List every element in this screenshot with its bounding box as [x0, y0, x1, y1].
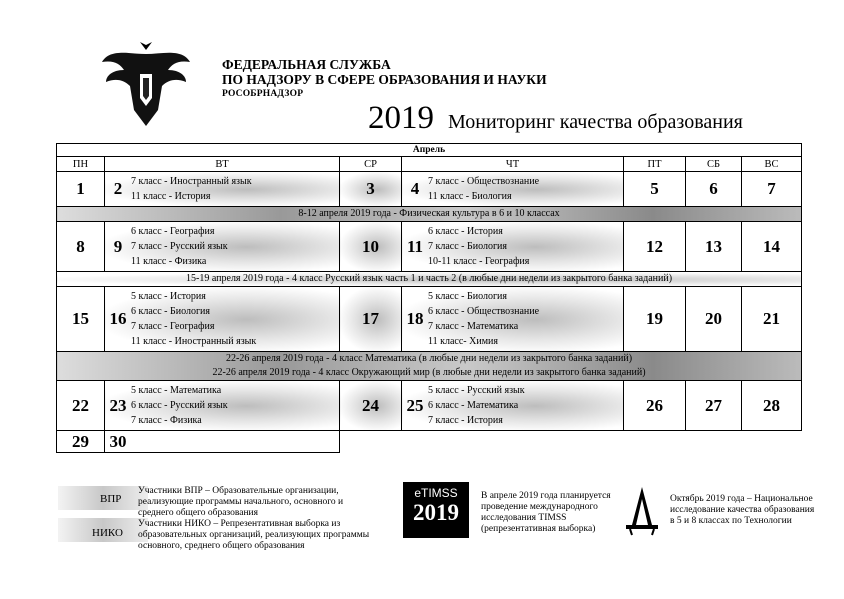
day-cell: 26	[624, 381, 686, 431]
page-title	[368, 100, 743, 137]
tower-icon	[622, 485, 662, 537]
day-cell: 8	[57, 222, 105, 272]
test-item: 6 класс - История	[428, 226, 503, 237]
test-item: 6 класс - Математика	[428, 400, 519, 411]
day-number: 23	[109, 395, 127, 415]
org-name	[222, 57, 547, 102]
test-item: 5 класс - Математика	[131, 385, 222, 396]
niko-label: НИКО	[92, 527, 123, 539]
test-item: 11 класс - Иностранный язык	[131, 336, 257, 347]
test-item: 6 класс - Русский язык	[131, 400, 228, 411]
day-cell: 22	[57, 381, 105, 431]
day-cell-with-tests	[105, 222, 340, 272]
day-number: 18	[406, 309, 424, 328]
weekday-row	[57, 157, 802, 172]
day-cell-with-tests	[402, 287, 624, 352]
day-cell: 13	[686, 222, 742, 272]
day-number: 9	[113, 236, 123, 256]
test-item: 7 класс - Обществознание	[428, 176, 540, 187]
weekday-mon: ПН	[57, 157, 105, 172]
period-band: 15-19 апреля 2019 года - 4 класс Русский язык часть 1 и часть 2 (в любые дни недели из закрытого банка заданий)	[57, 272, 802, 287]
month-header: Апрель	[57, 144, 802, 157]
test-item: 7 класс - Математика	[428, 321, 519, 332]
timss-logo-text: eTIMSS	[414, 486, 458, 500]
timss-logo	[403, 482, 469, 538]
period-band-line: 22-26 апреля 2019 года - 4 класс Математика (в любые дни недели из закрытого банка заданий)	[226, 353, 633, 364]
test-item: 10-11 класс - География	[428, 256, 530, 267]
weekday-thu: ЧТ	[402, 157, 624, 172]
day-cell-with-tests	[105, 381, 340, 431]
weekday-fri: ПТ	[624, 157, 686, 172]
calendar-table	[56, 143, 802, 453]
week-row	[57, 287, 802, 352]
day-number: 16	[109, 309, 127, 328]
weekday-sun: ВС	[742, 157, 802, 172]
test-item: 5 класс - Биология	[428, 291, 507, 302]
period-band: 8-12 апреля 2019 года - Физическая культура в 6 и 10 классах	[57, 207, 802, 222]
test-item: 5 класс - История	[131, 291, 206, 302]
day-cell: 19	[624, 287, 686, 352]
test-item: 11 класс - Биология	[428, 191, 512, 202]
timss-note: В апреле 2019 года планируется проведение международного исследования TIMSS (репрезентативная выборка)	[481, 491, 611, 534]
test-item: 6 класс - Обществознание	[428, 306, 540, 317]
day-cell: 17	[340, 287, 402, 352]
day-cell-with-tests	[402, 381, 624, 431]
day-number: 4	[410, 179, 420, 198]
day-number: 2	[113, 179, 123, 198]
day-cell: 29	[57, 431, 105, 453]
test-item: 7 класс - География	[131, 321, 215, 332]
day-cell: 28	[742, 381, 802, 431]
test-item: 7 класс - Физика	[131, 415, 202, 426]
niko-text: Участники НИКО – Репрезентативная выборка из образовательных организаций, реализующих программы основного, среднего общего образования	[138, 519, 370, 551]
vpr-text: Участники ВПР – Образовательные организации, реализующие программы начального, основного и среднего общего образования	[138, 486, 344, 518]
org-short-name: РОСОБРНАДЗОР	[222, 89, 304, 99]
day-number: 25	[406, 395, 424, 415]
day-cell: 20	[686, 287, 742, 352]
day-cell: 21	[742, 287, 802, 352]
day-cell	[105, 431, 340, 453]
period-band	[57, 352, 802, 381]
title-text: Мониторинг качества образования	[448, 111, 743, 133]
week-row	[57, 381, 802, 431]
day-cell: 6	[686, 172, 742, 207]
tech-note: Октябрь 2019 года – Национальное исследование качества образования в 5 и 8 классах по Технологии	[670, 494, 815, 526]
day-cell: 12	[624, 222, 686, 272]
test-item: 11 класс - История	[131, 191, 211, 202]
test-item: 6 класс - География	[131, 226, 215, 237]
day-cell-with-tests	[402, 222, 624, 272]
day-cell-with-tests	[105, 287, 340, 352]
weekday-sat: СБ	[686, 157, 742, 172]
test-item: 7 класс - Биология	[428, 241, 507, 252]
day-cell: 24	[340, 381, 402, 431]
test-item: 11 класс - Физика	[131, 256, 207, 267]
period-band-line: 22-26 апреля 2019 года - 4 класс Окружающий мир (в любые дни недели из закрытого банка заданий)	[212, 367, 646, 378]
day-cell: 5	[624, 172, 686, 207]
day-cell: 1	[57, 172, 105, 207]
day-cell-with-tests	[402, 172, 624, 207]
vpr-label: ВПР	[100, 493, 122, 505]
test-item: 6 класс - Биология	[131, 306, 210, 317]
day-cell: 15	[57, 287, 105, 352]
week-row	[57, 172, 802, 207]
timss-logo-year: 2019	[413, 500, 459, 525]
day-cell: 7	[742, 172, 802, 207]
day-cell: 3	[340, 172, 402, 207]
day-cell: 14	[742, 222, 802, 272]
title-year: 2019	[368, 100, 434, 136]
weekday-tue: ВТ	[105, 157, 340, 172]
rosobrnadzor-emblem	[100, 40, 192, 128]
test-item: 7 класс - История	[428, 415, 503, 426]
org-line-1: ФЕДЕРАЛЬНАЯ СЛУЖБА	[222, 57, 391, 72]
test-item: 5 класс - Русский язык	[428, 385, 525, 396]
day-number: 30	[109, 431, 127, 451]
test-item: 7 класс - Русский язык	[131, 241, 228, 252]
week-row	[57, 222, 802, 272]
day-cell: 27	[686, 381, 742, 431]
day-cell-with-tests	[105, 172, 340, 207]
test-item: 7 класс - Иностранный язык	[131, 176, 252, 187]
week-row	[57, 431, 802, 453]
test-item: 11 класс- Химия	[428, 336, 498, 347]
org-line-2: ПО НАДЗОРУ В СФЕРЕ ОБРАЗОВАНИЯ И НАУКИ	[222, 72, 547, 87]
day-number: 11	[406, 236, 424, 256]
weekday-wed: СР	[340, 157, 402, 172]
day-cell: 10	[340, 222, 402, 272]
